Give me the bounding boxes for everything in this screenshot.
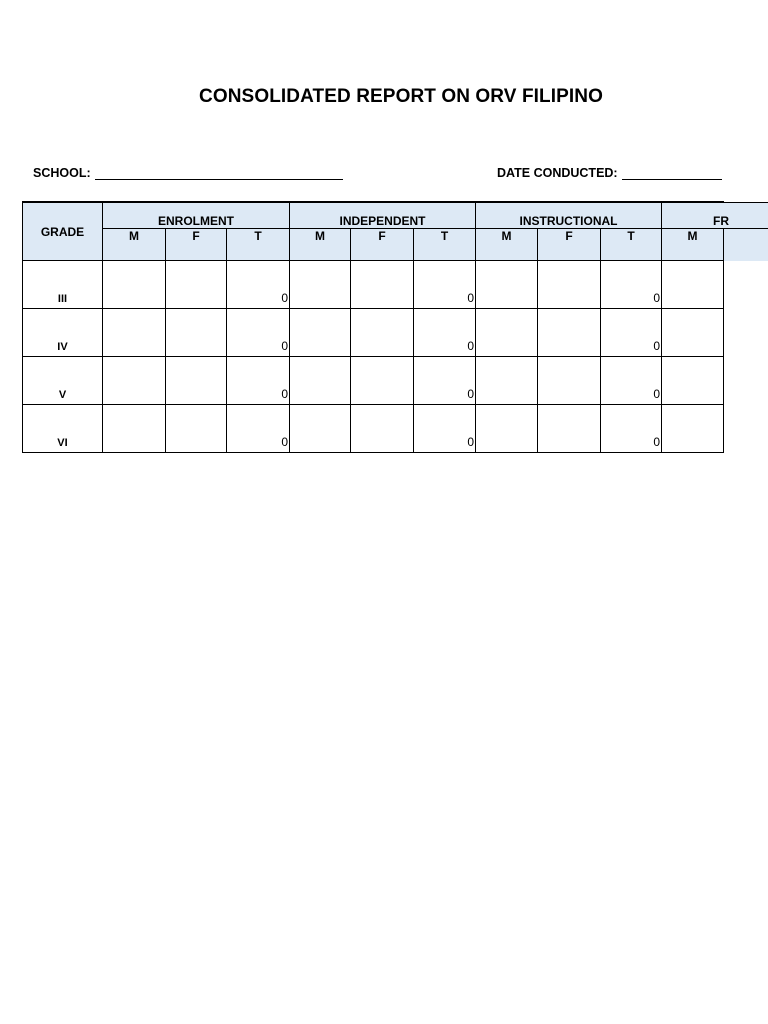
frustration-m-cell[interactable] (662, 405, 724, 453)
grade-cell: III (23, 261, 103, 309)
header-overflow-fill (724, 229, 768, 261)
grade-cell: IV (23, 309, 103, 357)
enrolment-t-cell[interactable]: 0 (227, 309, 290, 357)
enrolment-f-header: F (166, 229, 227, 261)
independent-f-cell[interactable] (351, 261, 414, 309)
school-blank-line[interactable] (95, 166, 343, 180)
enrolment-header: ENROLMENT (103, 203, 290, 229)
sub-header-row (23, 229, 768, 261)
table-row (23, 357, 768, 405)
instructional-m-cell[interactable] (476, 357, 538, 405)
independent-m-cell[interactable] (290, 261, 351, 309)
independent-t-cell[interactable]: 0 (414, 261, 476, 309)
independent-t-cell[interactable]: 0 (414, 405, 476, 453)
independent-f-cell[interactable] (351, 309, 414, 357)
date-conducted-label: DATE CONDUCTED: (497, 166, 618, 180)
report-table (22, 202, 768, 453)
instructional-m-cell[interactable] (476, 261, 538, 309)
instructional-header: INSTRUCTIONAL (476, 203, 662, 229)
table-row (23, 405, 768, 453)
independent-header: INDEPENDENT (290, 203, 476, 229)
enrolment-m-cell[interactable] (103, 261, 166, 309)
instructional-t-cell[interactable]: 0 (601, 309, 662, 357)
independent-m-cell[interactable] (290, 309, 351, 357)
enrolment-m-header: M (103, 229, 166, 261)
date-conducted-blank-line[interactable] (622, 166, 722, 180)
row-overflow-blank (724, 309, 768, 357)
instructional-t-cell[interactable]: 0 (601, 357, 662, 405)
instructional-f-header: F (538, 229, 601, 261)
enrolment-f-cell[interactable] (166, 261, 227, 309)
grade-cell: VI (23, 405, 103, 453)
report-title: CONSOLIDATED REPORT ON ORV FILIPINO (199, 86, 603, 107)
enrolment-t-cell[interactable]: 0 (227, 357, 290, 405)
independent-m-cell[interactable] (290, 405, 351, 453)
frustration-header: FR (662, 203, 768, 229)
instructional-f-cell[interactable] (538, 357, 601, 405)
independent-m-header: M (290, 229, 351, 261)
independent-f-header: F (351, 229, 414, 261)
instructional-m-header: M (476, 229, 538, 261)
school-label: SCHOOL: (33, 166, 91, 180)
row-overflow-blank (724, 357, 768, 405)
grade-cell: V (23, 357, 103, 405)
independent-f-cell[interactable] (351, 357, 414, 405)
instructional-t-header: T (601, 229, 662, 261)
frustration-m-cell[interactable] (662, 309, 724, 357)
school-field (33, 166, 343, 180)
frustration-m-cell[interactable] (662, 357, 724, 405)
independent-t-header: T (414, 229, 476, 261)
enrolment-f-cell[interactable] (166, 405, 227, 453)
group-header-row (23, 203, 768, 229)
independent-f-cell[interactable] (351, 405, 414, 453)
enrolment-t-cell[interactable]: 0 (227, 405, 290, 453)
instructional-m-cell[interactable] (476, 405, 538, 453)
row-overflow-blank (724, 405, 768, 453)
independent-m-cell[interactable] (290, 357, 351, 405)
grade-header: GRADE (23, 203, 103, 261)
enrolment-f-cell[interactable] (166, 309, 227, 357)
enrolment-m-cell[interactable] (103, 309, 166, 357)
instructional-t-cell[interactable]: 0 (601, 261, 662, 309)
frustration-m-cell[interactable] (662, 261, 724, 309)
enrolment-m-cell[interactable] (103, 357, 166, 405)
table-row (23, 261, 768, 309)
instructional-f-cell[interactable] (538, 405, 601, 453)
frustration-m-header: M (662, 229, 724, 261)
instructional-m-cell[interactable] (476, 309, 538, 357)
table-row (23, 309, 768, 357)
enrolment-t-header: T (227, 229, 290, 261)
enrolment-t-cell[interactable]: 0 (227, 261, 290, 309)
date-conducted-field (497, 166, 722, 180)
enrolment-m-cell[interactable] (103, 405, 166, 453)
independent-t-cell[interactable]: 0 (414, 357, 476, 405)
instructional-f-cell[interactable] (538, 309, 601, 357)
enrolment-f-cell[interactable] (166, 357, 227, 405)
instructional-f-cell[interactable] (538, 261, 601, 309)
row-overflow-blank (724, 261, 768, 309)
instructional-t-cell[interactable]: 0 (601, 405, 662, 453)
independent-t-cell[interactable]: 0 (414, 309, 476, 357)
